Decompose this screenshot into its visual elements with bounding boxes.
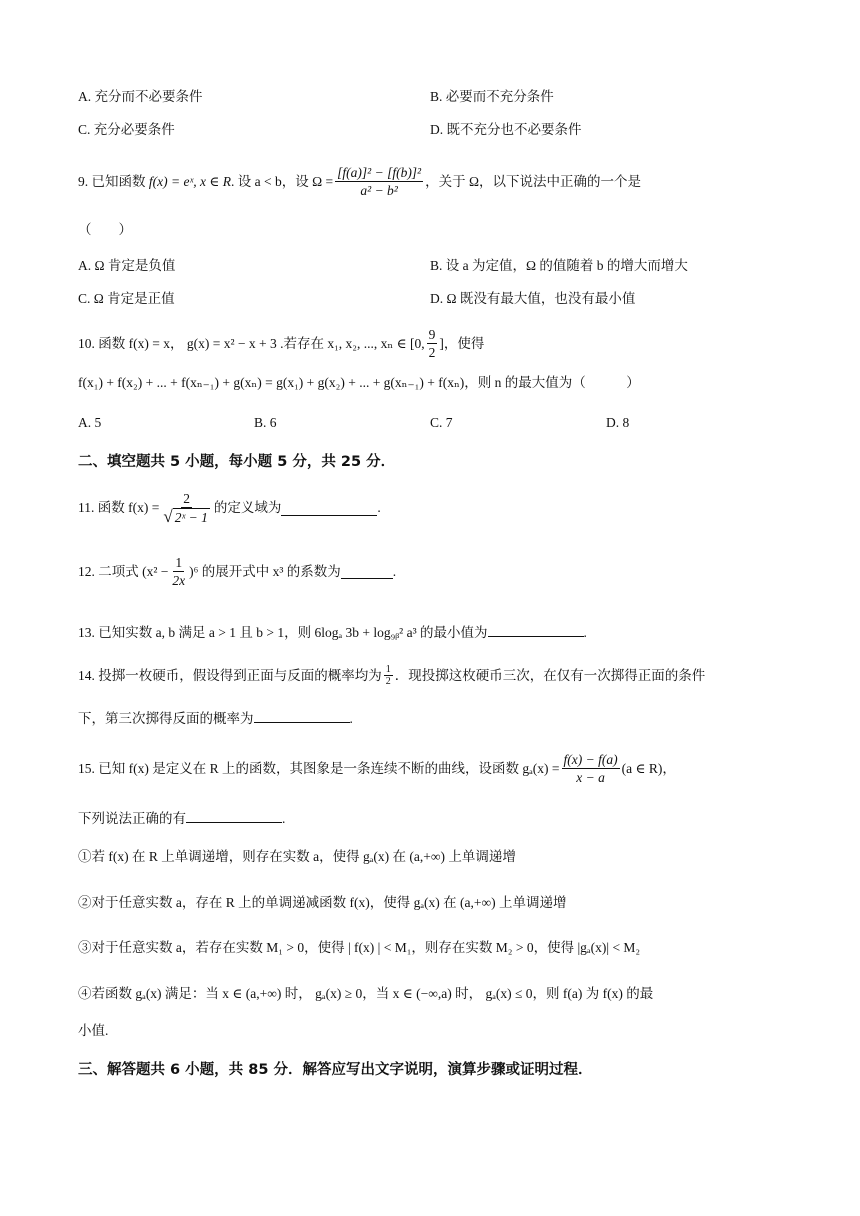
q11-end: . — [377, 500, 381, 515]
q15-number: 15. — [78, 760, 95, 776]
q10-text1: 函数 f(x) = x， g(x) = x² − x + 3 .若存在 x₁, x₂, ..., xₙ ∈ [0, — [98, 335, 425, 351]
q9-option-c: C. Ω 肯定是正值 — [78, 291, 175, 306]
q12-answer-blank[interactable] — [341, 564, 393, 579]
q11-frac-den — [161, 508, 212, 526]
q9-number: 9. — [78, 173, 89, 189]
q10-option-a: A. 5 — [78, 415, 102, 430]
q10-option-b: B. 6 — [254, 415, 277, 430]
q14-text2: ．现投掷这枚硬币三次，在仅有一次掷得正面的条件 — [394, 667, 706, 683]
q11-number: 11. — [78, 500, 95, 515]
q11-fraction — [161, 490, 212, 526]
q8-option-d: D. 既不充分也不必要条件 — [430, 122, 582, 137]
q9-intro: 已知函数 — [91, 173, 146, 189]
q9-stem: 9. 已知函数 f(x) = eˣ, x ∈ R . 设 a < b，设 Ω = $\frac{\text{[f(a)]² − [f(b)]²}}{\text{a² − b²}}$ ，关于 Ω，以下说法中正确的一个是 — [78, 165, 642, 198]
q9-omega-numerator: [f(a)]² − [f(b)]² — [337, 165, 422, 180]
q15-statement-1: ①若 f(x) 在 R 上单调递增，则存在实数 a，使得 gₐ(x) 在 (a,+∞) 上单调递增 — [78, 849, 516, 864]
q15-stem — [78, 751, 676, 786]
q9-option-d: D. Ω 既没有最大值，也没有最小值 — [430, 291, 636, 306]
q15-statement-2: ②对于任意实数 a，存在 R 上的单调递减函数 f(x)，使得 gₐ(x) 在 (a,+∞) 上单调递增 — [78, 895, 567, 910]
q8-option-c: C. 充分必要条件 — [78, 122, 175, 137]
q15-statement-4: ④若函数 gₐ(x) 满足：当 x ∈ (a,+∞) 时， gₐ(x) ≥ 0，当 x ∈ (−∞,a) 时， gₐ(x) ≤ 0，则 f(a) 为 f(x) 的最 — [78, 986, 654, 1001]
q13-end: . — [583, 625, 587, 640]
q10-option-c: C. 7 — [430, 415, 453, 430]
q14-stem — [78, 664, 705, 687]
q11-stem — [78, 490, 381, 526]
q11-answer-blank[interactable] — [281, 501, 377, 516]
q10-stem — [78, 326, 484, 361]
q13-stem — [78, 622, 587, 642]
q10-equation: f(x₁) + f(x₂) + ... + f(xₙ₋₁) + g(xₙ) = g(x₁) + g(x₂) + ... + g(xₙ₋₁) + f(xₙ)，则 n 的最大值为（ ） — [78, 375, 640, 390]
q12-post: )⁶ 的展开式中 x³ 的系数为 — [189, 563, 341, 579]
q10-fraction — [427, 326, 438, 361]
q14-end: . — [349, 711, 353, 726]
q10-frac-num: 9 — [428, 327, 436, 342]
q11-post: 的定义域为 — [213, 500, 282, 515]
q15-frac-den: x − a — [576, 770, 605, 785]
q14-line2 — [78, 708, 353, 728]
q13-answer-blank[interactable] — [488, 622, 584, 637]
q15-answer-blank[interactable] — [186, 808, 282, 823]
q15-line2 — [78, 808, 285, 828]
q8-option-a: A. 充分而不必要条件 — [78, 89, 203, 104]
q10-option-d: D. 8 — [606, 415, 630, 430]
q12-number: 12. — [78, 563, 95, 579]
q11-frac-num: 2 — [183, 491, 190, 506]
sqrt-symbol: √ 2ˣ − 1 — [163, 507, 208, 526]
q9-answer-paren: （ ） — [78, 222, 132, 237]
q9-function-def: f(x) = eˣ, x ∈ R — [148, 173, 232, 189]
q14-text1: 投掷一枚硬币，假设得到正面与反面的概率均为 — [98, 667, 382, 683]
q13-text: 已知实数 a, b 满足 a > 1 且 b > 1，则 6logₐ 3b + log₉ᵦ² a³ 的最小值为 — [98, 625, 488, 640]
q15-statement-3: ③对于任意实数 a，若存在实数 M₁ > 0，使得 | f(x) | < M₁，则存在实数 M₂ > 0，使得 |gₐ(x)| < M₂ — [78, 940, 641, 955]
q10-number: 10. — [78, 335, 95, 351]
q13-number: 13. — [78, 625, 95, 640]
q12-frac-num: 1 — [175, 555, 183, 570]
q15-frac-num: f(x) − f(a) — [563, 752, 618, 767]
q9-tail: ，关于 Ω，以下说法中正确的一个是 — [425, 173, 642, 189]
q15-text2: (a ∈ R)， — [621, 760, 676, 776]
section-3-heading: 三、解答题共 6 小题，共 85 分．解答应写出文字说明，演算步骤或证明过程． — [78, 1062, 593, 1078]
q15-line2-text: 下列说法正确的有 — [78, 811, 186, 826]
q8-option-b: B. 必要而不充分条件 — [430, 89, 554, 104]
q12-frac-den: 2x — [172, 573, 186, 588]
q9-option-b: B. 设 a 为定值，Ω 的值随着 b 的增大而增大 — [430, 258, 688, 273]
q9-omega-fraction — [335, 164, 423, 199]
q10-text2: ]，使得 — [439, 335, 485, 351]
q9-option-a: A. Ω 肯定是负值 — [78, 258, 176, 273]
q15-statement-4-cont: 小值. — [78, 1023, 109, 1038]
q14-frac-den: 2 — [385, 676, 391, 687]
q11-pre: 函数 f(x) = — [97, 500, 160, 515]
q12-fraction — [170, 554, 187, 589]
q14-line2-text: 下，第三次掷得反面的概率为 — [78, 711, 254, 726]
q12-end: . — [392, 563, 397, 579]
q12-stem — [78, 554, 396, 589]
q15-text1: 已知 f(x) 是定义在 R 上的函数，其图象是一条连续不断的曲线，设函数 gₐ(x) = — [98, 760, 560, 776]
q9-set-ab: . 设 a < b，设 — [231, 173, 309, 189]
q15-end: . — [282, 811, 286, 826]
q14-answer-blank[interactable] — [254, 708, 350, 723]
q10-frac-den: 2 — [428, 345, 436, 360]
q14-frac-num: 1 — [385, 664, 391, 675]
q12-pre: 二项式 (x² − — [98, 563, 169, 579]
q15-fraction — [562, 751, 620, 786]
q14-fraction — [384, 664, 393, 687]
section-2-heading: 二、填空题共 5 小题，每小题 5 分，共 25 分． — [78, 454, 396, 470]
q9-omega-denominator: a² − b² — [360, 183, 398, 198]
q14-number: 14. — [78, 667, 95, 683]
